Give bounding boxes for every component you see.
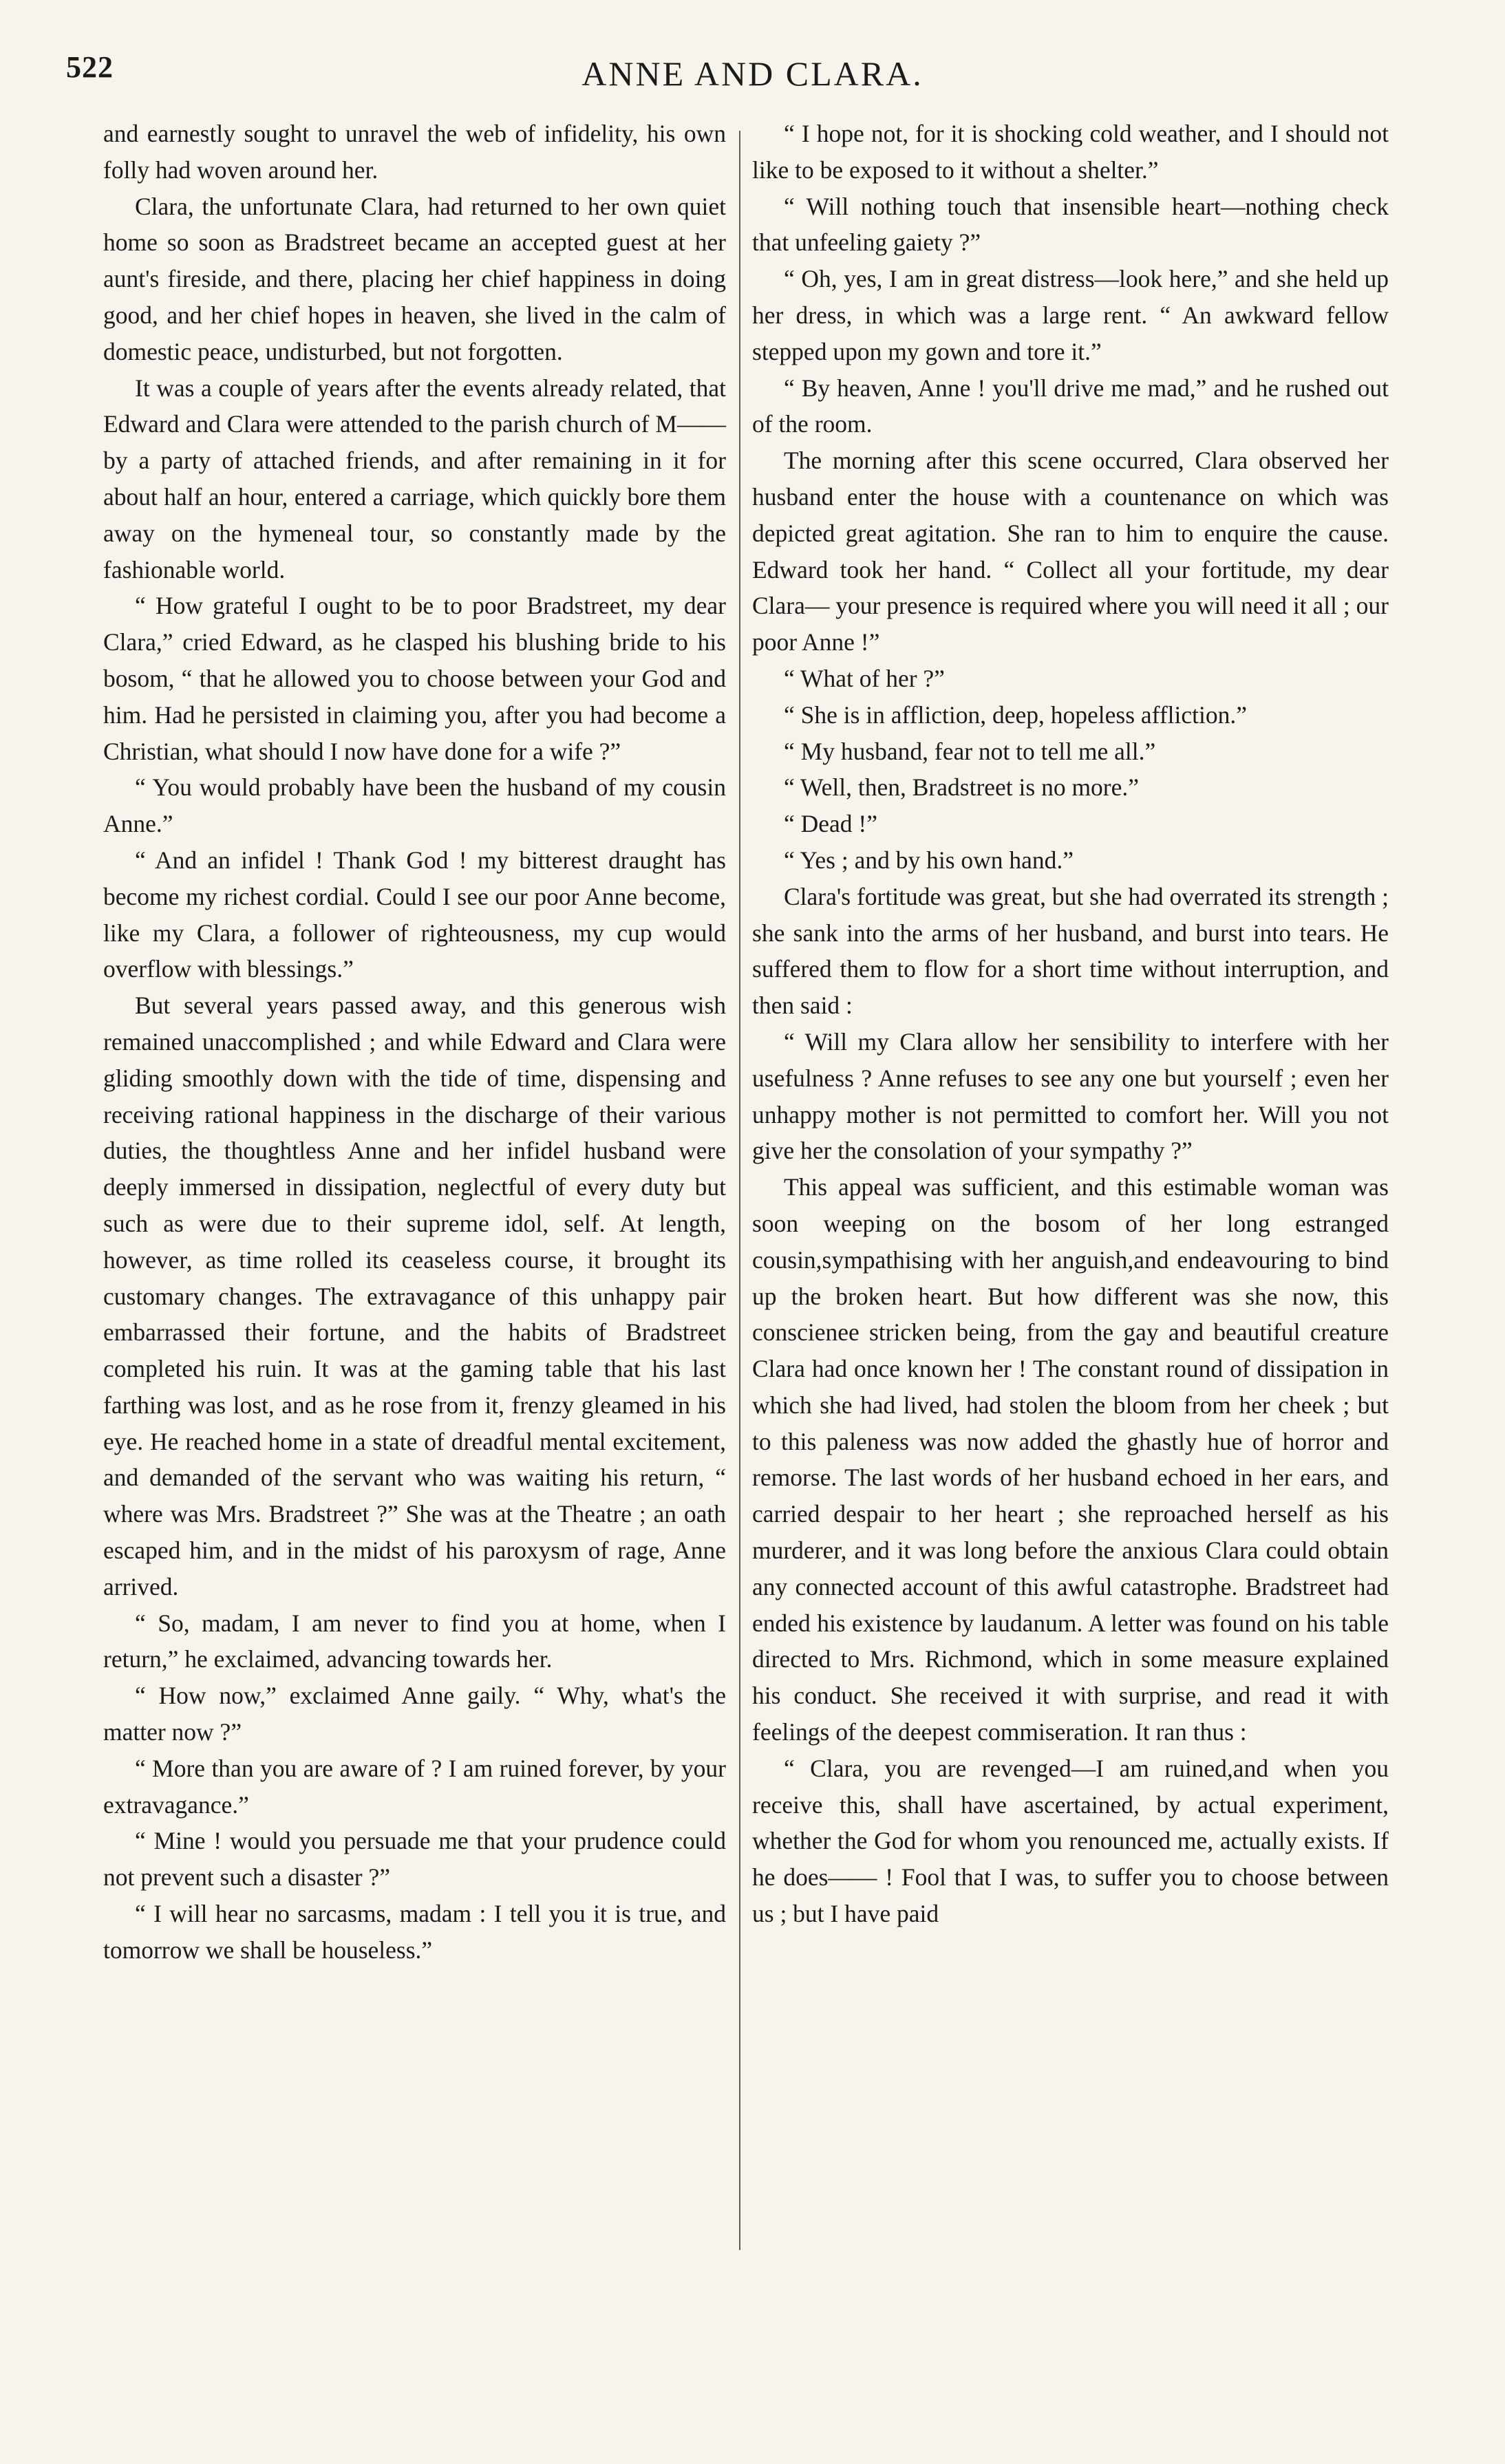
paragraph: “ Oh, yes, I am in great distress—look here,” and she held up her dress, in which was a large rent. “ An awkward fellow stepped upon my gown and tore it.” — [752, 265, 1389, 365]
paragraph: Clara's fortitude was great, but she had overrated its strength ; she sank into the arms of her husband, and burst into tears. He suffered them to flow for a short time without interruption, and then said : — [752, 882, 1389, 1020]
paragraph: “ How now,” exclaimed Anne gaily. “ Why, what's the matter now ?” — [103, 1682, 726, 1746]
paragraph: and earnestly sought to unravel the web of infidelity, his own folly had woven around her. — [103, 120, 726, 184]
paragraph: “ By heaven, Anne ! you'll drive me mad,” and he rushed out of the room. — [752, 374, 1389, 438]
paragraph: “ I hope not, for it is shocking cold weather, and I should not like to be exposed to it without a shelter.” — [752, 120, 1389, 184]
paragraph: “ Well, then, Bradstreet is no more.” — [784, 773, 1140, 802]
paragraph: “ Will my Clara allow her sensibility to interfere with her usefulness ? Anne refuses to see any one but yourself ; even her unhappy mother is not permitted to comfort her. Will you not give her the consolation of your sympathy ?” — [752, 1027, 1389, 1165]
paragraph: “ Yes ; and by his own hand.” — [784, 846, 1074, 874]
paragraph: But several years passed away, and this generous wish remained unaccomplished ; and while Edward and Clara were gliding smoothly down with the tide of time, dispensing and receiving rational happiness in the discharge of their various duties, the thoughtless Anne and her infidel husband were deeply immersed in dissipation, neglectful of every duty but such as were due to their supreme idol, self. At length, however, as time rolled its ceaseless course, it brought its customary changes. The extravagance of this unhappy pair embarrassed their fortune, and the habits of Bradstreet completed his ruin. It was at the gaming table that his last farthing was lost, and as he rose from it, frenzy gleamed in his eye. He reached home in a state of dreadful mental excitement, and demanded of the servant who was waiting his return, “ where was Mrs. Bradstreet ?” She was at the Theatre ; an oath escaped him, and in the midst of his paroxysm of rage, Anne arrived. — [103, 992, 726, 1600]
paragraph: “ My husband, fear not to tell me all.” — [784, 737, 1156, 765]
paragraph: “ Mine ! would you persuade me that your prudence could not prevent such a disaster ?” — [103, 1827, 726, 1892]
paragraph: “ And an infidel ! Thank God ! my bitterest draught has become my richest cordial. Could I see our poor Anne become, like my Clara, a follower of righteousness, my cup would overflow with blessings.” — [103, 846, 726, 983]
paragraph: “ So, madam, I am never to find you at home, when I return,” he exclaimed, advancing towards her. — [103, 1609, 726, 1673]
left-column — [103, 116, 726, 1969]
paragraph: “ Clara, you are revenged—I am ruined,and when you receive this, shall have ascertained, by actual experiment, whether the God for whom you renounced me, actually exists. If he does—— ! Fool that I was, to suffer you to choose between us ; but I have paid — [752, 1754, 1389, 1928]
paragraph: “ What of her ?” — [784, 664, 945, 692]
paragraph: The morning after this scene occurred, Clara observed her husband enter the house with a countenance on which was depicted great agitation. She ran to him to enquire the cause. Edward took her hand. “ Collect all your fortitude, my dear Clara— your presence is required where you will need it all ; our poor Anne !” — [752, 447, 1389, 656]
paragraph: “ She is in affliction, deep, hopeless affliction.” — [784, 700, 1248, 729]
paragraph: It was a couple of years after the events already related, that Edward and Clara were attended to the parish church of M—— by a party of attached friends, and after remaining in it for about half an hour, entered a carriage, which quickly bore them away on the hymeneal tour, so constantly made by the fashionable world. — [103, 374, 726, 583]
paragraph: “ Will nothing touch that insensible heart—nothing check that unfeeling gaiety ?” — [752, 192, 1389, 257]
page-number: 522 — [66, 50, 114, 84]
paragraph: “ You would probably have been the husband of my cousin Anne.” — [103, 773, 726, 838]
paragraph: “ How grateful I ought to be to poor Bradstreet, my dear Clara,” cried Edward, as he clasped his blushing bride to his bosom, “ that he allowed you to choose between your God and him. Had he persisted in claiming you, after you had become a Christian, what should I now have done for a wife ?” — [103, 592, 726, 765]
running-title: ANNE AND CLARA. — [581, 54, 924, 93]
paragraph: This appeal was sufficient, and this estimable woman was soon weeping on the bosom of her long estranged cousin,sympathising with her anguish,and endeavouring to bind up the broken heart. But how different was she now, this conscienee stricken being, from the gay and beautiful creature Clara had once known her ! The constant round of dissipation in which she had lived, had stolen the bloom from her cheek ; but to this paleness was now added the ghastly hue of horror and remorse. The last words of her husband echoed in her ears, and carried despair to her heart ; she reproached herself as his murderer, and it was long before the anxious Clara could obtain any connected account of this awful catastrophe. Bradstreet had ended his existence by laudanum. A letter was found on his table directed to Mrs. Richmond, which in some measure explained his conduct. She received it with surprise, and read it with feelings of the deepest commiseration. It ran thus : — [752, 1173, 1389, 1746]
paragraph: “ I will hear no sarcasms, madam : I tell you it is true, and tomorrow we shall be houseless.” — [103, 1900, 726, 1964]
column-divider — [739, 131, 740, 2250]
paragraph: “ More than you are aware of ? I am ruined forever, by your extravagance.” — [103, 1754, 726, 1819]
paragraph: Clara, the unfortunate Clara, had returned to her own quiet home so soon as Bradstreet became an accepted guest at her aunt's fireside, and there, placing her chief happiness in doing good, and her chief hopes in heaven, she lived in the calm of domestic peace, undisturbed, but not forgotten. — [103, 192, 726, 365]
paragraph: “ Dead !” — [784, 810, 877, 838]
right-column — [752, 116, 1389, 1932]
